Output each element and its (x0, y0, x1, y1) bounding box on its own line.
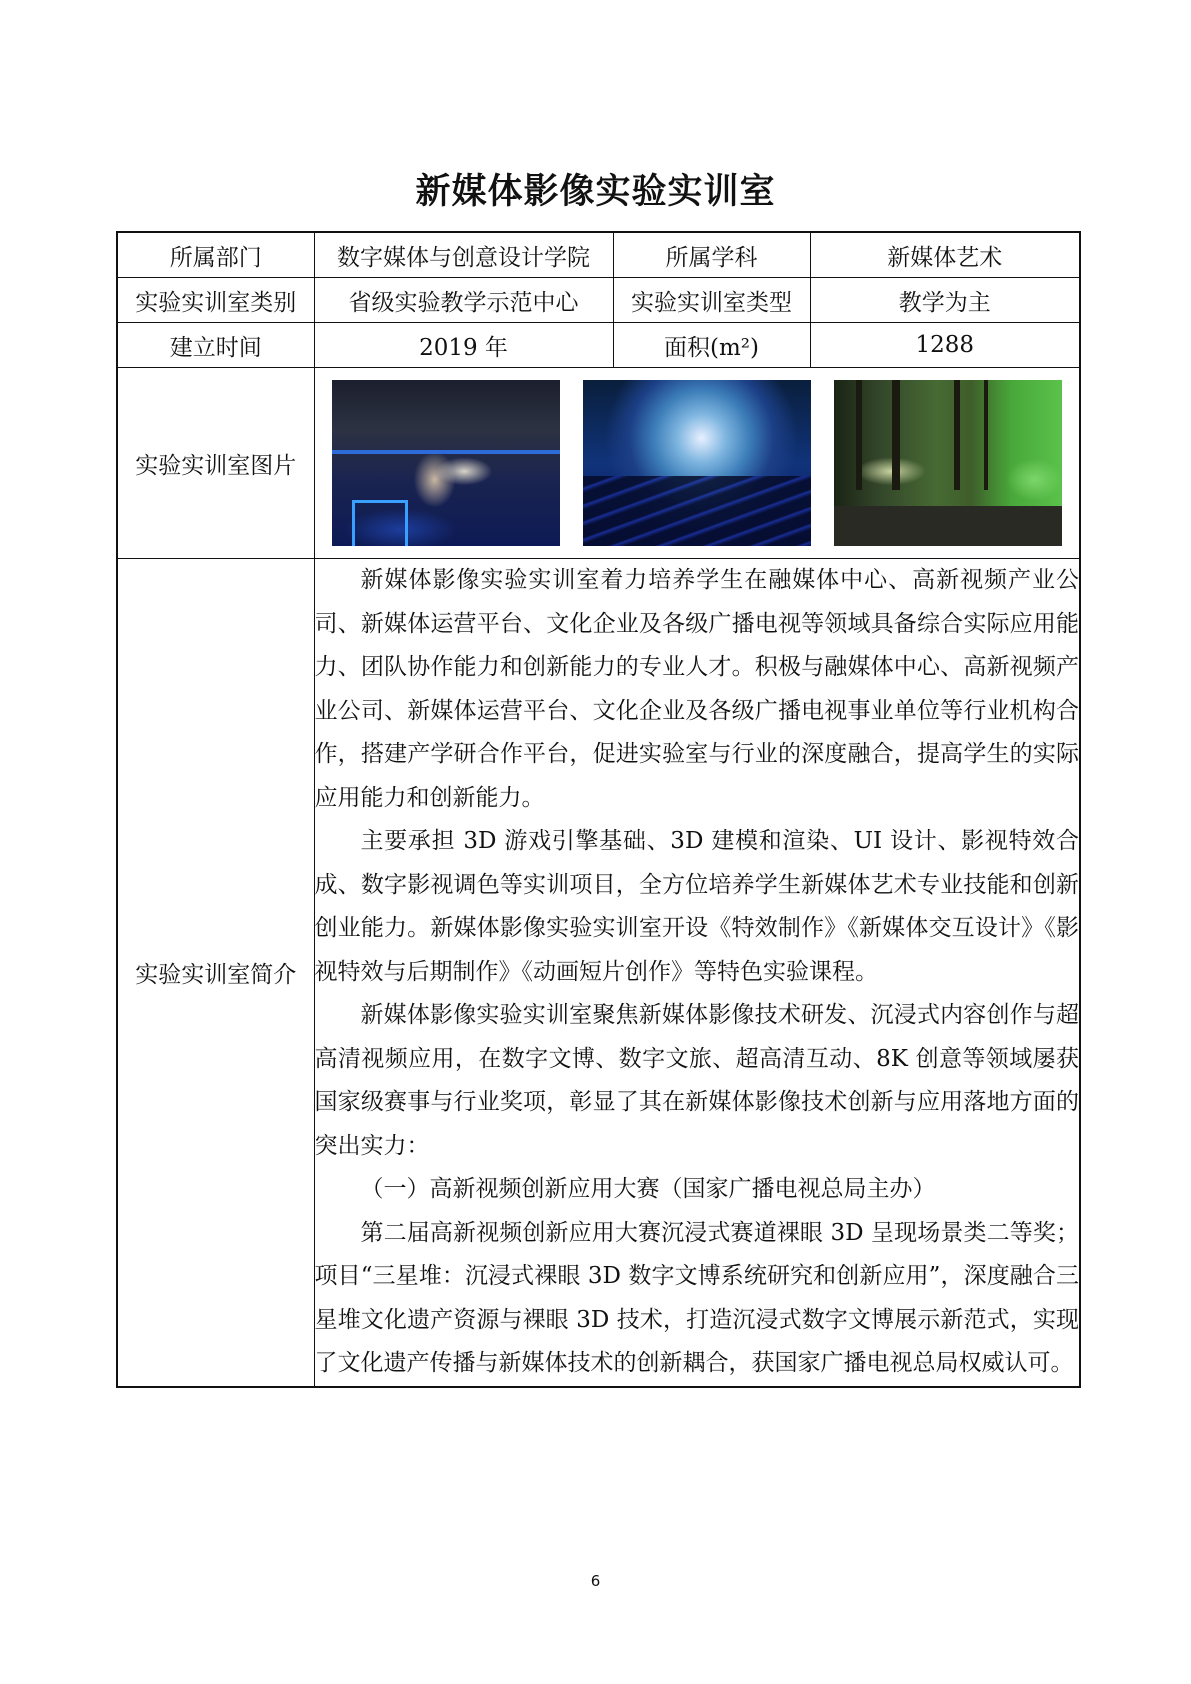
table-row (117, 278, 1080, 323)
photos-cell (314, 368, 1080, 559)
subject-value: 新媒体艺术 (810, 232, 1080, 278)
dept-value: 数字媒体与创意设计学院 (314, 232, 613, 278)
lab-info-table (116, 231, 1081, 1388)
year-label: 建立时间 (117, 323, 314, 368)
table-row (117, 368, 1080, 559)
table-row (117, 232, 1080, 278)
area-label: 面积(m²) (613, 323, 810, 368)
photos-label: 实验实训室图片 (117, 368, 314, 559)
intro-paragraph: 主要承担 3D 游戏引擎基础、3D 建模和渲染、UI 设计、影视特效合成、数字影视调色等实训项目，全方位培养学生新媒体艺术专业技能和创新创业能力。新媒体影像实验实训室开设《特效制作》《新媒体交互设计》《影视特效与后期制作》《动画短片创作》等特色实验课程。 (314, 828, 1079, 985)
table-row (117, 323, 1080, 368)
area-value: 1288 (810, 323, 1080, 368)
subject-label: 所属学科 (613, 232, 810, 278)
intro-subheading: （一）高新视频创新应用大赛（国家广播电视总局主办） (360, 1176, 936, 1202)
type-value: 教学为主 (810, 278, 1080, 323)
dept-label: 所属部门 (117, 232, 314, 278)
year-value: 2019 年 (314, 323, 613, 368)
type-label: 实验实训室类型 (613, 278, 810, 323)
green-screen-studio-photo (834, 380, 1062, 546)
page-number: 6 (590, 1572, 601, 1590)
intro-label: 实验实训室简介 (117, 559, 314, 1387)
table-row (117, 559, 1080, 1387)
photo-strip (315, 380, 1080, 546)
category-value: 省级实验教学示范中心 (314, 278, 613, 323)
category-label: 实验实训室类别 (117, 278, 314, 323)
intro-paragraph: 第二届高新视频创新应用大赛沉浸式赛道裸眼 3D 呈现场景类二等奖；项目“三星堆：沉浸式裸眼 3D 数字文博系统研究和创新应用”，深度融合三星堆文化遗产资源与裸眼 3D 技术，打造沉浸式数字文博展示新范式，实现了文化遗产传播与新媒体技术的创新耦合，获国家广播电视总局权威认可。 (314, 1219, 1079, 1376)
intro-text (314, 559, 1080, 1387)
vr-experience-photo (332, 380, 560, 546)
page-title: 新媒体影像实验实训室 (415, 172, 776, 212)
dome-theater-photo (583, 380, 811, 546)
intro-paragraph: 新媒体影像实验实训室着力培养学生在融媒体中心、高新视频产业公司、新媒体运营平台、文化企业及各级广播电视等领域具备综合实际应用能力、团队协作能力和创新能力的专业人才。积极与融媒体中心、高新视频产业公司、新媒体运营平台、文化企业及各级广播电视事业单位等行业机构合作，搭建产学研合作平台，促进实验室与行业的深度融合，提高学生的实际应用能力和创新能力。 (314, 567, 1079, 811)
intro-paragraph: 新媒体影像实验实训室聚焦新媒体影像技术研发、沉浸式内容创作与超高清视频应用，在数字文博、数字文旅、超高清互动、8K 创意等领域屡获国家级赛事与行业奖项，彰显了其在新媒体影像技术创新与应用落地方面的突出实力： (314, 1002, 1079, 1159)
